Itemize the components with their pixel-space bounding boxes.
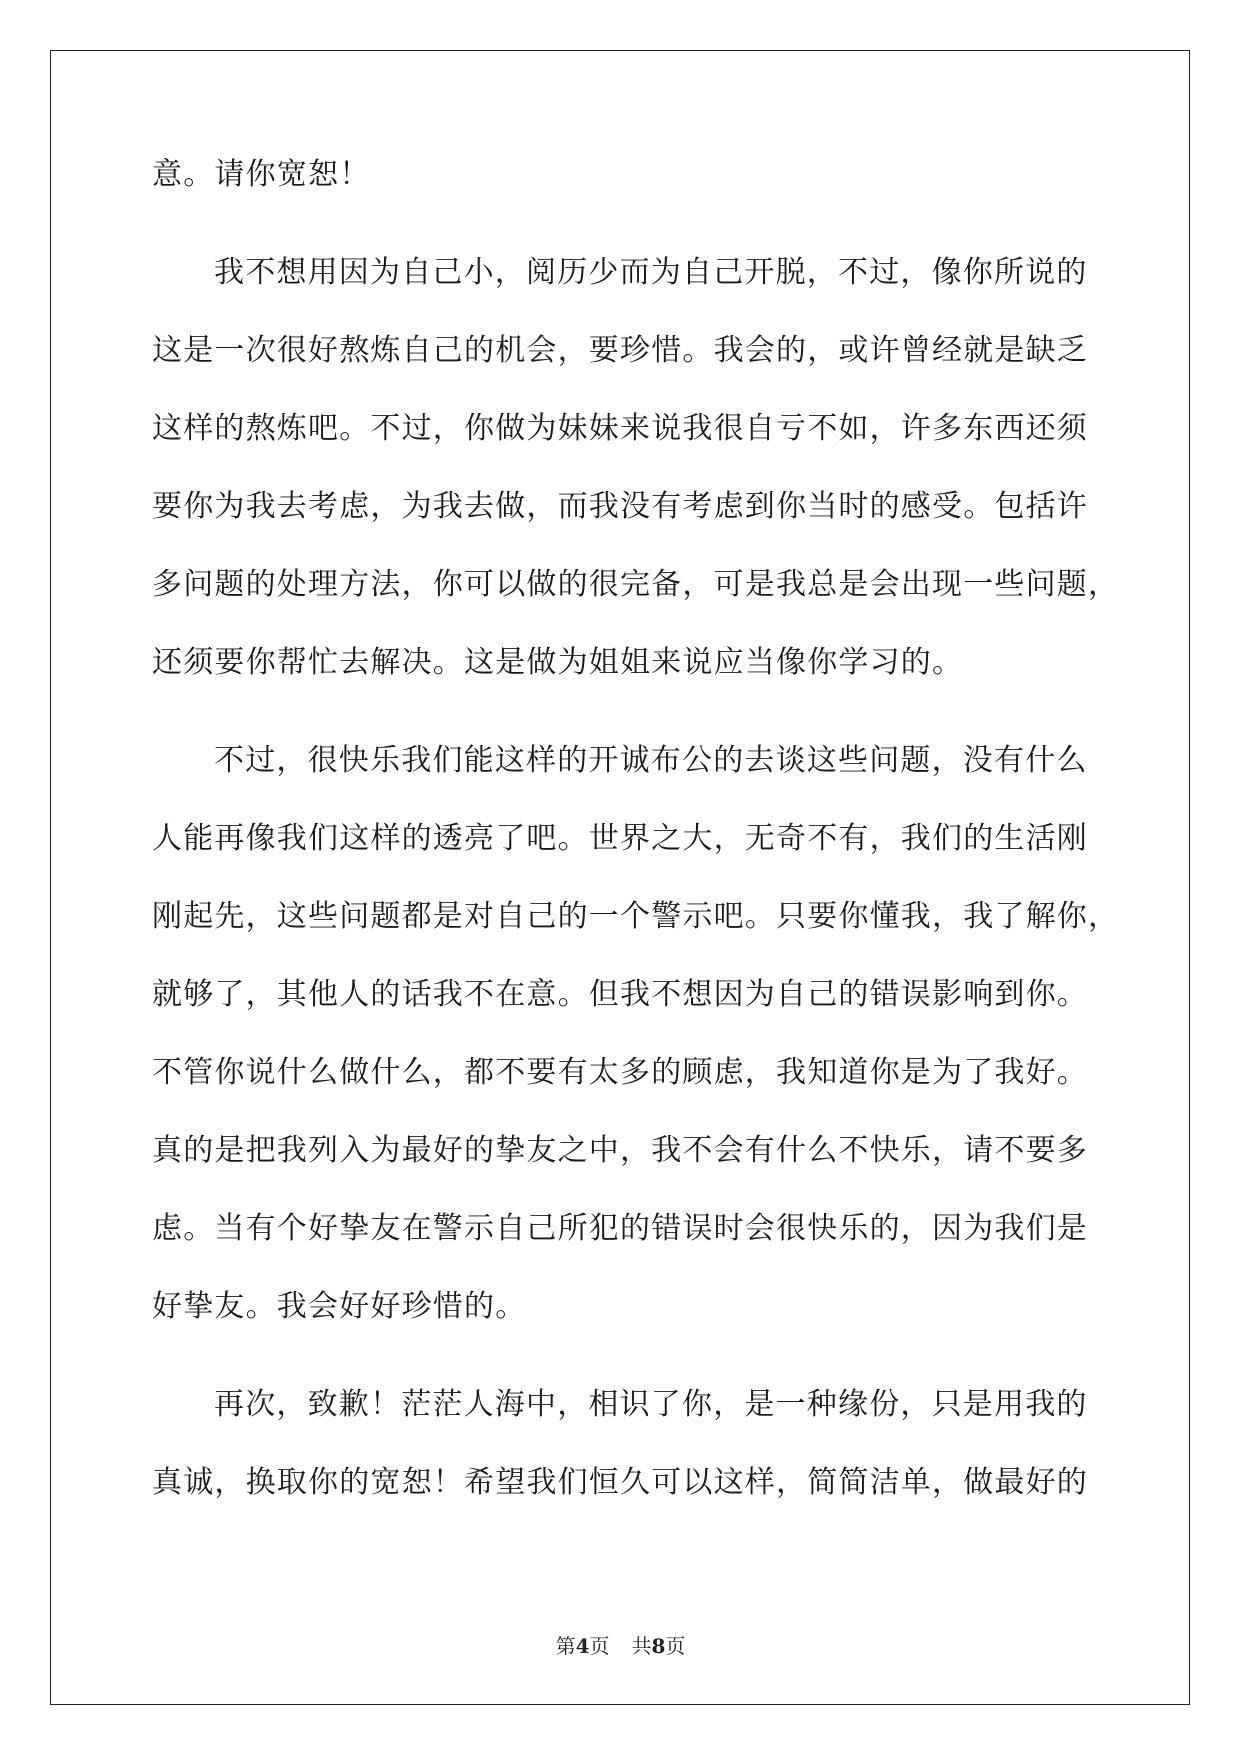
- text-line: 好挚友。我会好好珍惜的。: [152, 1289, 527, 1324]
- page-prefix: 第: [555, 1634, 576, 1658]
- paragraph-first-line: 再次，致歉！茫茫人海中，相识了你，是一种缘份，只是用我的: [214, 1387, 1088, 1422]
- text-line: 就够了，其他人的话我不在意。但我不想因为自己的错误影响到你。: [152, 977, 1088, 1012]
- page-border: [50, 50, 1190, 1705]
- total-suffix: 页: [665, 1634, 686, 1658]
- paragraph-first-line: 我不想用因为自己小，阅历少而为自己开脱，不过，像你所说的: [214, 255, 1088, 290]
- text-line: 多问题的处理方法，你可以做的很完备，可是我总是会出现一些问题，: [152, 567, 1120, 602]
- text-line: 刚起先，这些问题都是对自己的一个警示吧。只要你懂我，我了解你，: [152, 899, 1120, 934]
- text-line: 这是一次很好熬炼自己的机会，要珍惜。我会的，或许曾经就是缺乏: [152, 333, 1088, 368]
- page-suffix: 页: [589, 1634, 610, 1658]
- text-line: 真诚，换取你的宽恕！希望我们恒久可以这样，简简洁单，做最好的: [152, 1465, 1088, 1500]
- page-footer: [0, 1630, 1241, 1659]
- page-number: 4: [575, 1634, 590, 1658]
- text-line: 要你为我去考虑，为我去做，而我没有考虑到你当时的感受。包括许: [152, 489, 1088, 524]
- text-line: 这样的熬炼吧。不过，你做为妹妹来说我很自亏不如，许多东西还须: [152, 411, 1088, 446]
- text-line: 真的是把我列入为最好的挚友之中，我不会有什么不快乐，请不要多: [152, 1133, 1088, 1168]
- text-line: 不管你说什么做什么，都不要有太多的顾虑，我知道你是为了我好。: [152, 1055, 1088, 1090]
- text-line: 虑。当有个好挚友在警示自己所犯的错误时会很快乐的，因为我们是: [152, 1211, 1088, 1246]
- paragraph-first-line: 不过，很快乐我们能这样的开诚布公的去谈这些问题，没有什么: [214, 743, 1088, 778]
- total-prefix: 共: [631, 1634, 652, 1658]
- total-pages: 8: [651, 1634, 666, 1658]
- text-line: 人能再像我们这样的透亮了吧。世界之大，无奇不有，我们的生活刚: [152, 821, 1088, 856]
- text-line: 还须要你帮忙去解决。这是做为姐姐来说应当像你学习的。: [152, 645, 964, 680]
- text-line: 意。请你宽恕！: [152, 157, 371, 192]
